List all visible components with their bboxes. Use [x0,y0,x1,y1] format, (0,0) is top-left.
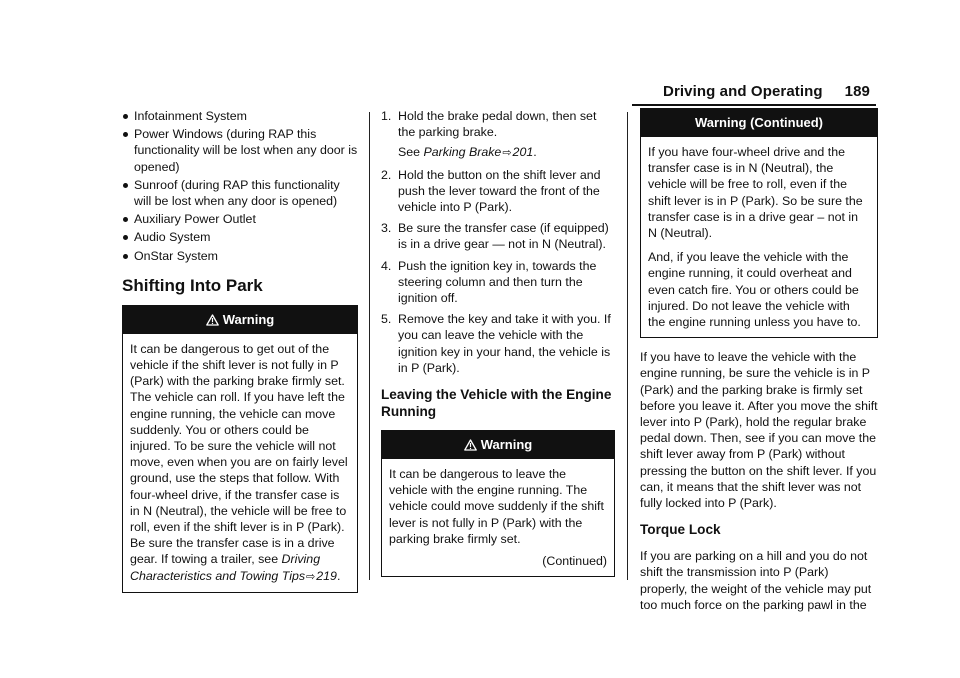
page-ref-arrow-icon: ⇨ [306,570,316,583]
column-divider [627,112,628,580]
list-item: Infotainment System [122,108,358,124]
page-number: 189 [844,83,870,100]
cross-reference: See Parking Brake⇨201. [398,145,537,160]
warning-header [123,306,357,334]
warning-body [382,459,614,576]
list-item: Audio System [122,229,358,245]
list-item: Power Windows (during RAP this functionality will be lost when any door is opened) [122,126,358,175]
ref-page-number: 219 [316,568,337,583]
warning-title: Warning [222,311,275,327]
continued-label: (Continued) [542,554,607,569]
warning-text: And, if you leave the vehicle with the engine running, it could overheat and even catch fire. You or others could be injured. Do not leave the vehicle with the engine running unless you have to. [648,250,861,330]
header-rule [632,104,876,106]
body-paragraph: If you have to leave the vehicle with the engine running, be sure the vehicle is in P (Park) and the parking brake is firmly set before you leave it. After you move the shift lever into P (Park), hold the regular brake pedal down. Then, see if you can move the shift lever away from P (Park) without pressing the button on the shift lever. If you can, it means that the shift lever was not fully locked into P (Park). [640,350,878,511]
warning-text: If you have four-wheel drive and the transfer case is in N (Neutral), the vehicle will be free to roll, even if the shift lever is in P (Park). So be sure the transfer case is in a drive gear – not in N (Neutral). [648,145,863,241]
list-item: OnStar System [122,248,358,264]
warning-text-main: It can be dangerous to get out of the vehicle if the shift lever is not fully in P (Park) with the parking brake firmly set. The vehicle can roll. If you have left the engine running, the vehicle can move suddenly. You or others could be injured. To be sure the vehicle will not move, even when you are on fairly level ground, use the steps that follow. With four-wheel drive, if the transfer case is in N (Neutral), the vehicle will be free to roll, even if the shift lever is in P (Park). Be sure the transfer case is in a drive gear. If towing a trailer, see [130,341,348,567]
warning-box [122,305,358,593]
cross-reference-link[interactable]: Parking Brake [423,145,502,160]
list-item: 2. Hold the button on the shift lever and push the lever toward the front of the vehicle into P (Park). [381,167,601,215]
column-2 [381,108,615,577]
list-item: 3. Be sure the transfer case (if equipped) is in a drive gear — not in N (Neutral). [381,221,609,252]
bullet-list [122,108,358,264]
list-item: 5. Remove the key and take it with you. If you can leave the vehicle with the ignition key in your hand, the vehicle is in P (Park). [381,312,611,375]
page-header [663,84,870,100]
column-3 [640,108,878,613]
warning-header [382,431,614,459]
cross-reference-link[interactable]: Driving Characteristics and Towing Tips [130,552,321,583]
warning-triangle-icon [464,433,477,461]
warning-body [123,334,357,592]
column-1 [122,108,358,593]
running-title: Driving and Operating [663,83,823,100]
warning-header: Warning (Continued) [641,109,877,137]
list-item: 4. Push the ignition key in, towards the steering column and then turn the ignition off. [381,258,597,306]
warning-triangle-icon [206,308,219,336]
column-divider [369,112,370,580]
page-ref-arrow-icon: ⇨ [502,147,512,160]
steps-list [381,108,615,376]
list-item: 1. Hold the brake pedal down, then set the parking brake. See Parking Brake⇨201. [381,108,615,162]
warning-box-continued [640,108,878,338]
subsection-title: Leaving the Vehicle with the Engine Running [381,387,612,420]
warning-box [381,430,615,577]
subsection-title: Torque Lock [640,522,721,538]
warning-text: It can be dangerous to get out of the vehicle if the shift lever is not fully in P (Park) with the parking brake firmly set. The vehicle can roll. If you have left the engine running, the vehicle can move suddenly. You or others could be injured. To be sure the vehicle will not move, even when you are on fairly level ground, use the steps that follow. With four-wheel drive, if the transfer case is in N (Neutral), the vehicle will be free to roll, even if the shift lever is in P (Park). Be sure the transfer case is in a drive gear. If towing a trailer, see Driving Characteristics and Towing Tips⇨219. [130,341,348,583]
body-paragraph: If you are parking on a hill and you do not shift the transmission into P (Park) properly, the weight of the vehicle may put too much force on the parking pawl in the [640,549,872,612]
warning-title: Warning [480,437,533,453]
warning-body [641,137,877,337]
list-item: Auxiliary Power Outlet [122,211,358,227]
section-title: Shifting Into Park [122,275,263,295]
list-item: Sunroof (during RAP this functionality will be lost when any door is opened) [122,177,358,209]
warning-text: It can be dangerous to leave the vehicle with the engine running. The vehicle could move suddenly if the shift lever is not fully in P (Park) with the parking brake firmly set. [389,467,604,546]
